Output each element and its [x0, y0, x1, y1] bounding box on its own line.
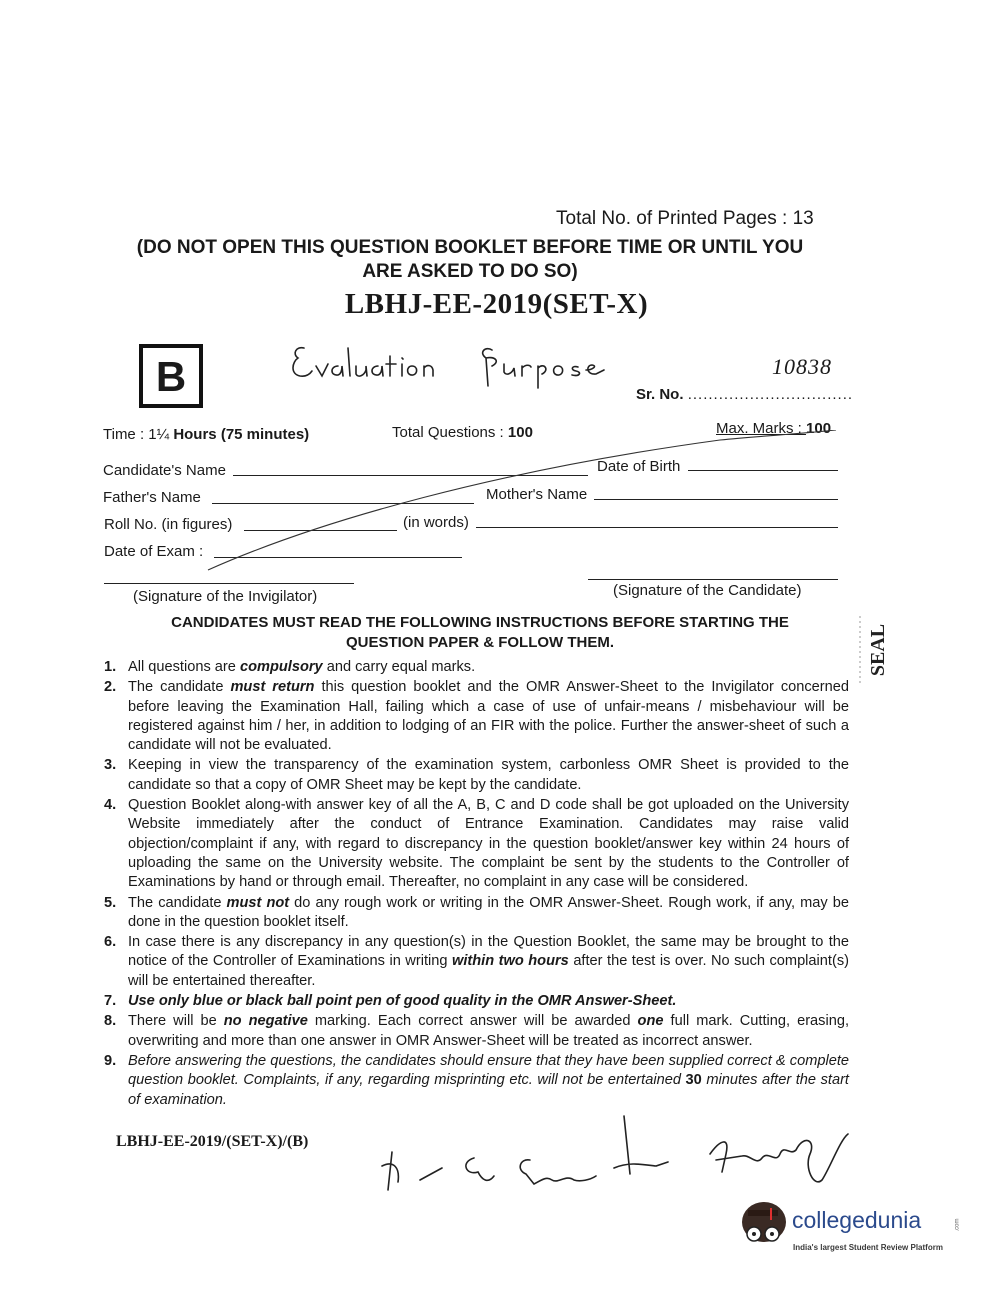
seal-icon: [858, 610, 892, 690]
candidate-name-label: Candidate's Name: [103, 462, 226, 479]
time-duration: Hours (75 minutes): [173, 426, 310, 443]
instruction-number: 2.: [104, 679, 117, 696]
serial-number: 10838: [772, 354, 832, 379]
father-name-label: Father's Name: [103, 489, 201, 506]
total-questions-value: 100: [507, 424, 533, 441]
instruction-3: [104, 756, 849, 795]
date-of-birth-label: Date of Birth: [597, 458, 681, 475]
max-marks-value: 100: [806, 420, 832, 437]
invigilator-signature-label: (Signature of the Invigilator): [133, 588, 318, 605]
set-letter-box: B: [139, 344, 203, 408]
instruction-text: All questions are compulsory and carry equal marks.: [128, 659, 476, 675]
instruction-text: The candidate must return this question booklet and the OMR Answer-Sheet to the Invigilator concerned before leaving the Examination Hall, failing which a case of use of unfair-means / misbehaviour will be registered against him / her, in addition to lodging of an FIR with the police. Further the answer-sheet of such a candidate will not be evaluated.: [128, 679, 849, 754]
instructions-heading-line-1: CANDIDATES MUST READ THE FOLLOWING INSTRUCTIONS BEFORE STARTING THE: [171, 614, 789, 631]
instruction-text: Question Booklet along-with answer key of all the A, B, C and D code shall be got uploaded on the University Website immediately after the conduct of Entrance Examination. Candidates may raise valid objection/complaint if any, with regard to discrepancy in the question booklet/answer key within 24 hours of uploading the same on the University website. The complaint be sent by the students to the Controller of Examinations by hand or through email. Thereafter, no complaint in any case will be considered.: [128, 797, 849, 891]
exam-code: LBHJ-EE-2019(SET-X): [344, 288, 649, 320]
instruction-2: [104, 678, 849, 755]
instruction-text: In case there is any discrepancy in any question(s) in the Question Booklet, the same may be brought to the notice of the Controller of Examinations in writing within two hours after the test is over. No such complaint(s) will be entertained thereafter.: [128, 934, 849, 989]
instruction-text: Before answering the questions, the candidates should ensure that they have been supplied correct & complete question booklet. Complaints, if any, regarding misprinting etc. will not be entertained 30 minutes after the start of examination.: [128, 1052, 849, 1108]
handwritten-evaluation-note: [286, 340, 616, 400]
instruction-1: [104, 658, 849, 677]
roll-no-label: Roll No. (in figures): [104, 516, 233, 533]
serial-label-row: [636, 386, 853, 403]
roll-no-words-label: (in words): [403, 514, 469, 531]
instruction-text: The candidate must not do any rough work or writing in the OMR Answer-Sheet. Rough work, if any, may be done in the question booklet itself.: [128, 894, 849, 930]
handwritten-signatures: [370, 1110, 860, 1200]
instruction-number: 9.: [104, 1052, 117, 1069]
brand-name: collegedunia: [792, 1207, 922, 1233]
instruction-7: [104, 992, 849, 1011]
total-pages: Total No. of Printed Pages : 13: [556, 208, 814, 229]
instruction-number: 8.: [104, 1013, 117, 1030]
warning-line-2: ARE ASKED TO DO SO): [362, 261, 578, 282]
total-questions-label: Total Questions :: [392, 424, 508, 441]
date-of-exam-label: Date of Exam :: [104, 543, 204, 560]
serial-dots: ................................: [687, 386, 854, 403]
instruction-4: [104, 796, 849, 892]
serial-label: Sr. No.: [636, 386, 684, 403]
instruction-number: 4.: [104, 797, 117, 814]
time-prefix: Time : 1¼: [103, 426, 174, 443]
booklet-code: LBHJ-EE-2019/(SET-X)/(B): [116, 1133, 309, 1150]
invigilator-signature-line[interactable]: [104, 583, 354, 584]
instruction-number: 5.: [104, 894, 117, 911]
brand-tagline: India's largest Student Review Platform: [793, 1243, 943, 1252]
warning-line-1: (DO NOT OPEN THIS QUESTION BOOKLET BEFORE TIME OR UNTIL YOU: [136, 237, 804, 258]
instruction-text: Use only blue or black ball point pen of good quality in the OMR Answer-Sheet.: [128, 993, 677, 1010]
seal-text: SEAL: [867, 623, 889, 677]
instruction-8: [104, 1012, 849, 1051]
instruction-number: 1.: [104, 659, 117, 675]
instruction-number: 7.: [104, 993, 117, 1010]
instruction-5: [104, 894, 849, 933]
pen-strike-line: [200, 430, 840, 580]
instructions-list: [104, 658, 849, 1111]
max-marks-label: Max. Marks :: [716, 420, 807, 437]
instructions-heading-line-2: QUESTION PAPER & FOLLOW THEM.: [345, 634, 615, 651]
candidate-signature-line[interactable]: [588, 579, 838, 580]
instruction-number: 3.: [104, 757, 117, 774]
instruction-9: [104, 1052, 849, 1110]
instruction-text: Keeping in view the transparency of the examination system, carbonless OMR Sheet is provided to the candidate so that a copy of OMR Sheet may be kept by the candidate.: [128, 757, 849, 793]
instruction-6: [104, 933, 849, 991]
seal-stamp: [858, 610, 892, 690]
instruction-text: There will be no negative marking. Each correct answer will be awarded one full mark. Cutting, erasing, overwriting and more than one answer in OMR Answer-Sheet will be treated as incorrect answer.: [128, 1013, 850, 1049]
candidate-signature-label: (Signature of the Candidate): [613, 582, 802, 599]
instructions-heading: [120, 613, 840, 653]
warning-notice: [100, 236, 840, 284]
mother-name-label: Mother's Name: [486, 486, 588, 503]
instruction-number: 6.: [104, 934, 117, 951]
brand-dotcom: .com: [954, 1218, 961, 1232]
